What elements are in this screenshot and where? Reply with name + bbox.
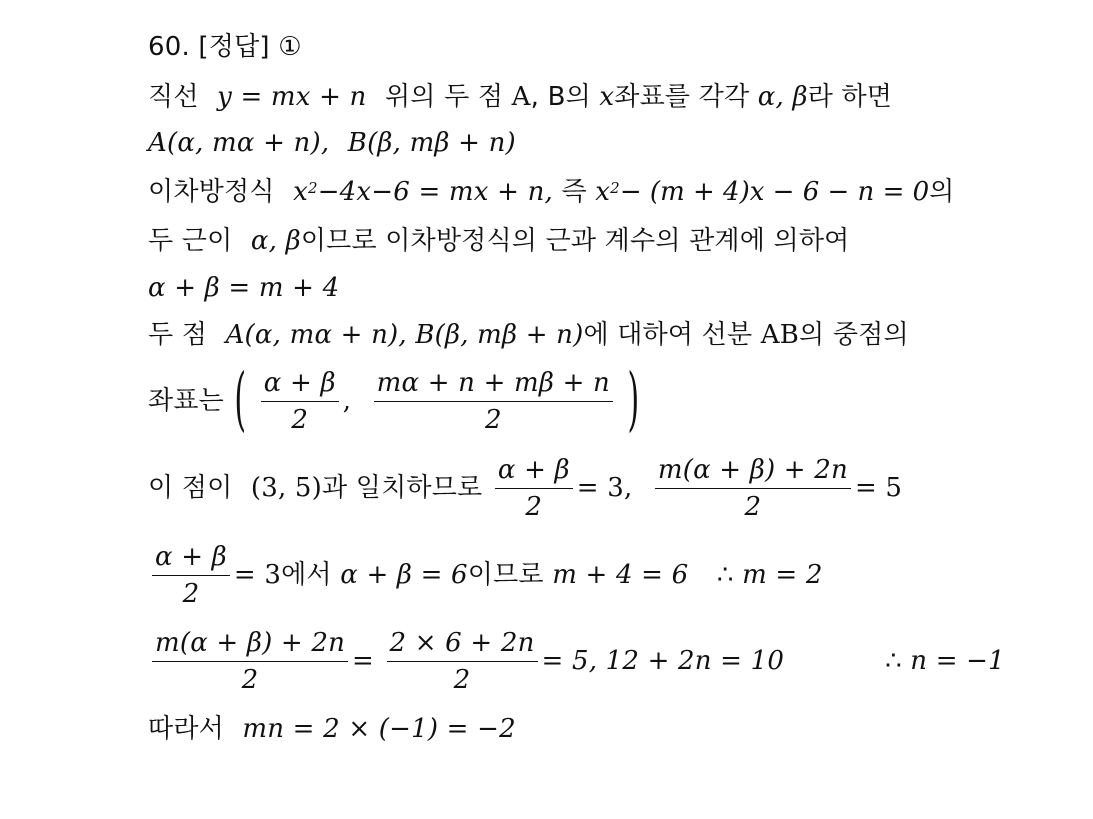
fraction-y-2	[152, 628, 348, 695]
text-two-points: 두 점	[148, 320, 208, 350]
therefore-symbol-2: ∴	[885, 646, 902, 676]
line-7: 좌표는 ( $\frac{\alpha + \beta}{2}$ , $\frac{m\alpha + n + m\beta + n}{2}$ )	[148, 360, 640, 441]
numerator: m(α + β) + 2n	[655, 455, 851, 489]
numerator: mα + n + mβ + n	[374, 368, 613, 402]
m-equation: m + 4 = 6	[552, 560, 689, 590]
line-9	[148, 542, 823, 609]
text-from: 에서	[281, 560, 332, 590]
text-segment: 에 대하여 선분	[583, 320, 753, 350]
line-equation: y = mx + n	[217, 82, 367, 112]
alpha-beta-roots: α, β	[250, 226, 301, 256]
solution-heading	[148, 30, 302, 64]
mn-result: mn = 2 × (−1) = −2	[242, 714, 516, 744]
numerator: m(α + β) + 2n	[152, 628, 348, 662]
text-two-roots: 두 근이	[148, 226, 233, 256]
equals-3b: = 3	[233, 560, 282, 590]
line-5	[148, 271, 339, 305]
text-line: 직선	[148, 82, 199, 112]
point-a-coord-2: A(α, mα + n),	[225, 320, 407, 350]
text-since: 이므로	[467, 560, 544, 590]
text-quadratic: 이차방정식	[148, 177, 275, 207]
fraction-x-2	[152, 542, 230, 609]
fraction-x	[495, 455, 573, 522]
numerator: α + β	[152, 542, 230, 576]
fraction-substituted	[387, 628, 538, 695]
var-x: x	[599, 82, 615, 112]
denominator: 2	[241, 665, 259, 695]
midpoint-y-fraction	[374, 368, 613, 435]
sum-of-roots: α + β = m + 4	[148, 273, 340, 303]
text-coincide: 과 일치하므로	[322, 473, 483, 503]
text-of: 의	[929, 177, 955, 207]
text-coords: 좌표를 각각	[614, 82, 750, 112]
denominator: 2	[453, 665, 471, 695]
line-10: $\frac{m(\alpha + \beta) + 2n}{2}$ = $\frac{2 \times 6 + 2n}{2}$ = 5, 12 + 2n = 10 ∴ n = −1	[148, 628, 1005, 695]
equation-1: = mx + n,	[418, 177, 553, 207]
line-11	[148, 712, 516, 746]
text-points: 위의 두 점	[384, 82, 504, 112]
text-coordinate: 좌표는	[148, 386, 224, 416]
text-this-point: 이 점이	[148, 473, 233, 503]
therefore-symbol: ∴	[716, 560, 734, 590]
text-that-is: 즉	[561, 177, 587, 207]
fraction-y	[655, 455, 851, 522]
text-point-b: B의	[547, 82, 591, 112]
denominator: 2	[182, 579, 200, 609]
line-3	[148, 175, 955, 209]
midpoint-x-fraction	[261, 368, 339, 435]
answer-mark: ①	[278, 32, 302, 62]
point-3-5: (3, 5)	[250, 473, 322, 503]
problem-number: 60.	[148, 32, 190, 62]
numerator: α + β	[261, 368, 339, 402]
right-paren: )	[627, 360, 640, 441]
denominator: 2	[744, 492, 762, 522]
denominator: 2	[525, 492, 543, 522]
text-therefore: 따라서	[148, 714, 224, 744]
line-1: 직선 y = mx + n 위의 두 점 A, B의 x좌표를 각각 α, β라 하면	[148, 82, 893, 112]
alpha-beta: α, β	[757, 82, 808, 112]
left-paren: (	[234, 360, 247, 441]
text-midpoint: 의 중점의	[799, 320, 909, 350]
denominator: 2	[291, 405, 309, 435]
segment-ab: AB	[760, 320, 800, 350]
line-6	[148, 318, 909, 352]
point-b-coord: B(β, mβ + n)	[347, 128, 516, 158]
m-result: m = 2	[742, 560, 823, 590]
point-b-coord-2: B(β, mβ + n)	[415, 320, 584, 350]
denominator: 2	[484, 405, 502, 435]
equals-3: = 3,	[576, 473, 633, 503]
text-if: 라 하면	[807, 82, 893, 112]
line-2	[148, 126, 516, 160]
equation-2: − (m + 4)x − 6 − n = 0	[619, 177, 930, 207]
equals-5: = 5	[854, 473, 903, 503]
n-result: n = −1	[910, 646, 1005, 676]
line-4	[148, 224, 849, 258]
point-a-label: A	[511, 82, 531, 112]
numerator: α + β	[495, 455, 573, 489]
x-squared-1: $x^2-4x-6$	[293, 177, 411, 207]
text-vieta: 이므로 이차방정식의 근과 계수의 관계에 의하여	[300, 226, 850, 256]
line-8	[148, 455, 902, 522]
sum-6: α + β = 6	[340, 560, 468, 590]
answer-tag: [정답]	[198, 32, 270, 62]
equation-chain: = 5, 12 + 2n = 10	[541, 646, 785, 676]
numerator: 2 × 6 + 2n	[387, 628, 538, 662]
x-squared-2: $x^2$	[595, 177, 620, 207]
point-a-coord: A(α, mα + n),	[148, 128, 330, 158]
